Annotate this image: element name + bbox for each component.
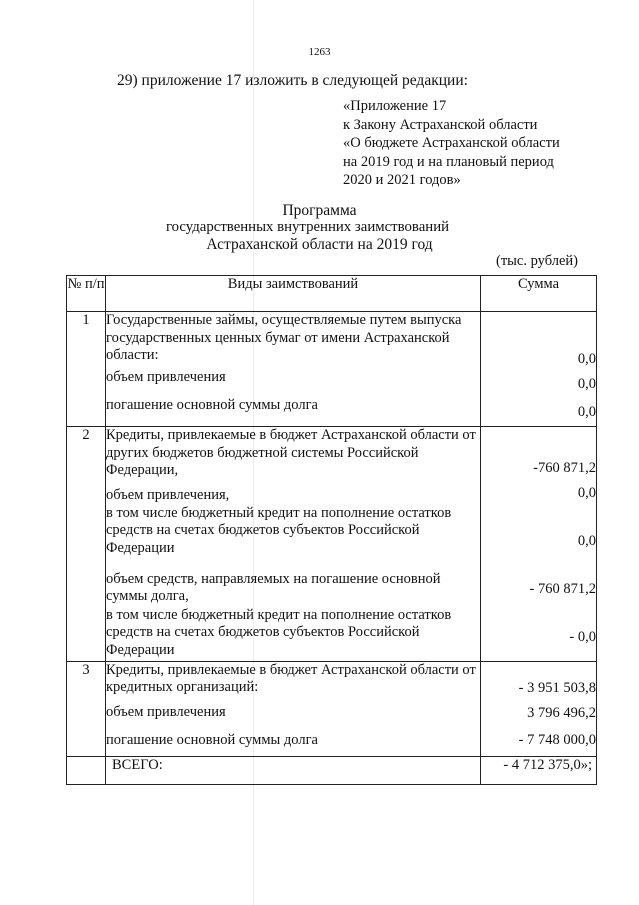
line-text: объем средств, направляемых на погашение основной суммы долга, bbox=[106, 570, 441, 604]
row-index: 1 bbox=[67, 312, 106, 427]
line-text: Кредиты, привлекаемые в бюджет Астраханской области от кредитных организаций: bbox=[106, 661, 476, 695]
line-text: в том числе бюджетный кредит на пополнение остатков средств на счетах бюджетов субъектов Российской Федерации bbox=[106, 606, 452, 658]
header-sum: Сумма bbox=[481, 276, 597, 312]
line-text: в том числе бюджетный кредит на пополнение остатков средств на счетах бюджетов субъектов Российской Федерации bbox=[106, 504, 452, 556]
table-row bbox=[67, 661, 597, 756]
header-type: Виды заимствований bbox=[106, 276, 481, 312]
line-value: 0,0 bbox=[577, 404, 596, 420]
appendix-reference bbox=[343, 97, 560, 190]
line-value: 0,0 bbox=[577, 533, 596, 549]
line-value: 0,0 bbox=[577, 376, 596, 392]
line-value: 3 796 496,2 bbox=[527, 704, 596, 721]
row-index: 2 bbox=[67, 427, 106, 662]
total-label: ВСЕГО: bbox=[106, 756, 481, 784]
title-line: государственных внутренних заимствований bbox=[165, 219, 450, 235]
line-value: -760 871,2 bbox=[533, 460, 596, 476]
table-row bbox=[67, 427, 597, 662]
line-value: - 0,0 bbox=[569, 629, 596, 645]
line-text: погашение основной суммы долга bbox=[106, 731, 318, 748]
row-description bbox=[106, 661, 481, 756]
line-value: 0,0 bbox=[577, 485, 596, 501]
row-description bbox=[106, 427, 481, 662]
line-value: - 7 748 000,0 bbox=[518, 731, 596, 748]
line-text: Государственные займы, осуществляемые путем выпуска государственных ценных бумаг от имени Астраханской области: bbox=[106, 312, 462, 363]
table-header-row bbox=[67, 276, 597, 312]
row-values bbox=[481, 661, 597, 756]
page-number: 1263 bbox=[308, 46, 331, 58]
line-text: погашение основной суммы долга bbox=[106, 397, 318, 413]
line-value: - 760 871,2 bbox=[529, 581, 596, 597]
row-values bbox=[481, 427, 597, 662]
row-values bbox=[481, 312, 597, 427]
table-row bbox=[67, 312, 597, 427]
borrowing-table bbox=[66, 275, 597, 785]
title-line: Астраханской области на 2019 год bbox=[206, 236, 433, 253]
line-text: Кредиты, привлекаемые в бюджет Астраханской области от других бюджетов бюджетной системы Российской Федерации, bbox=[106, 427, 476, 478]
intro-text: 29) приложение 17 изложить в следующей редакции: bbox=[117, 72, 468, 89]
total-value: - 4 712 375,0»; bbox=[481, 756, 597, 784]
line-value: 0,0 bbox=[577, 351, 596, 367]
line-value: - 3 951 503,8 bbox=[518, 679, 596, 696]
units-label: (тыс. рублей) bbox=[496, 253, 578, 269]
document-title bbox=[0, 202, 639, 253]
appendix-line: к Закону Астраханской области bbox=[343, 116, 538, 133]
appendix-line: на 2019 год и на плановый период bbox=[343, 153, 554, 170]
line-text: объем привлечения bbox=[106, 369, 226, 385]
row-description bbox=[106, 312, 481, 427]
title-line: Программа bbox=[282, 202, 357, 219]
total-row bbox=[67, 756, 597, 784]
line-text: объем привлечения, bbox=[106, 487, 230, 503]
row-index: 3 bbox=[67, 661, 106, 756]
appendix-line: 2020 и 2021 годов» bbox=[343, 172, 461, 188]
header-num: № п/п bbox=[67, 276, 106, 312]
line-text: объем привлечения bbox=[106, 703, 226, 720]
appendix-line: «О бюджете Астраханской области bbox=[343, 135, 560, 151]
appendix-line: «Приложение 17 bbox=[343, 98, 447, 114]
